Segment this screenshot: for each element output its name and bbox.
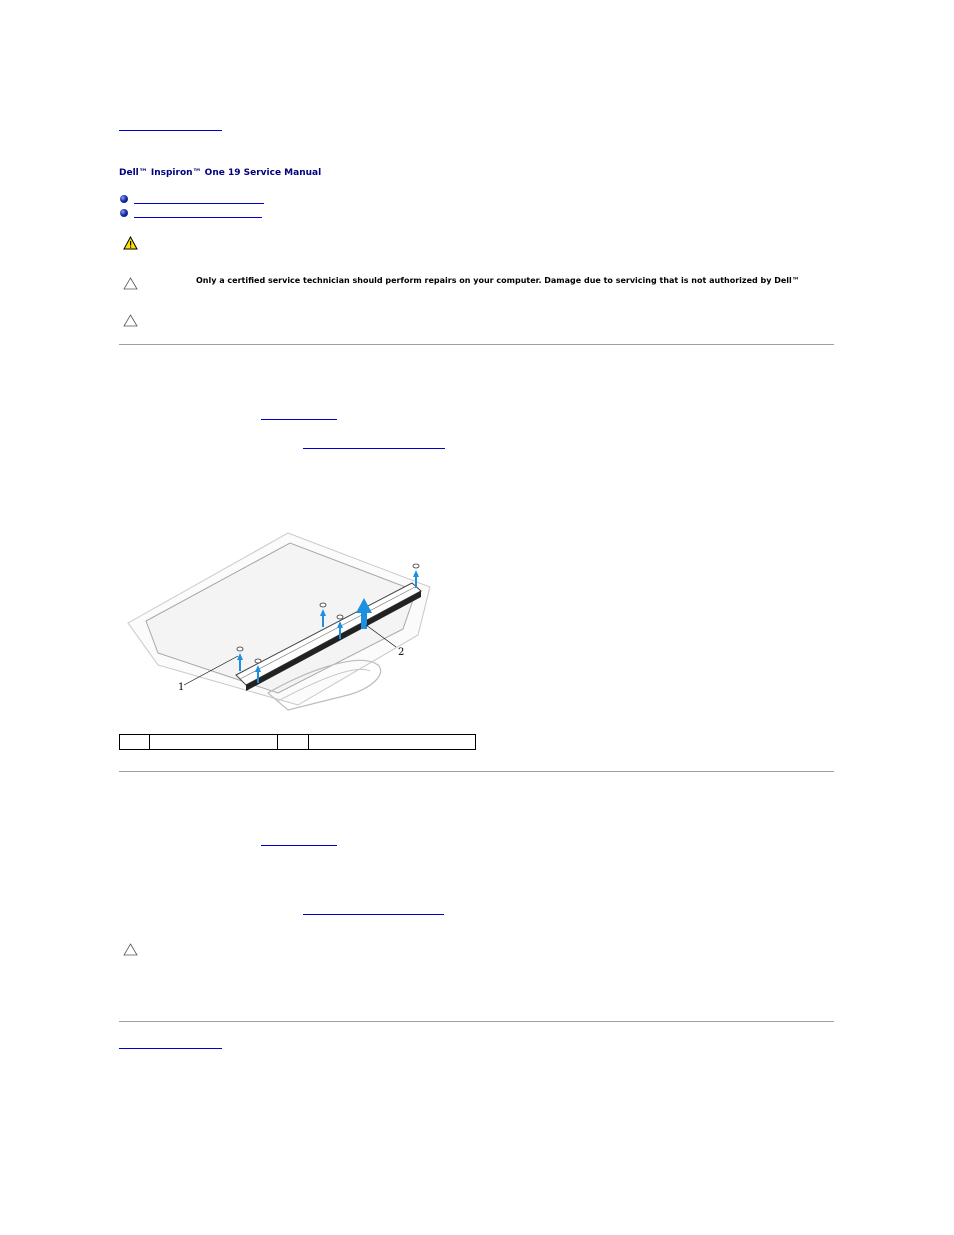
table-cell (150, 735, 278, 750)
table-row (120, 735, 476, 750)
bottom-contents-link[interactable] (119, 1048, 222, 1049)
section-divider (119, 1021, 834, 1022)
section-divider (119, 771, 834, 772)
procedure-link-before-you-begin[interactable] (261, 845, 337, 846)
warning-icon (123, 236, 138, 250)
section-divider (119, 344, 834, 345)
bracket-removal-illustration (118, 525, 438, 715)
procedure-link-before-you-begin[interactable] (261, 419, 337, 420)
table-cell (309, 735, 476, 750)
section-link-replacing[interactable] (134, 217, 262, 218)
caution-text: Only a certified service technician should perform repairs on your computer. Damage due to servicing that is not authorized by Dell™ (196, 276, 800, 285)
procedure-link-replacing-component[interactable] (303, 914, 444, 915)
caution-icon (123, 277, 138, 290)
section-link-removing[interactable] (134, 203, 264, 204)
callout-table (119, 734, 476, 750)
procedure-link-removing-component[interactable] (303, 448, 445, 449)
page-title: Dell™ Inspiron™ One 19 Service Manual (119, 168, 322, 178)
table-cell (120, 735, 150, 750)
top-contents-link[interactable] (119, 130, 222, 131)
callout-number: 2 (398, 647, 405, 658)
caution-icon (123, 943, 138, 956)
callout-number: 1 (178, 682, 185, 693)
bullet-icon (120, 209, 128, 217)
caution-icon (123, 314, 138, 327)
table-cell (278, 735, 309, 750)
bullet-icon (120, 195, 128, 203)
